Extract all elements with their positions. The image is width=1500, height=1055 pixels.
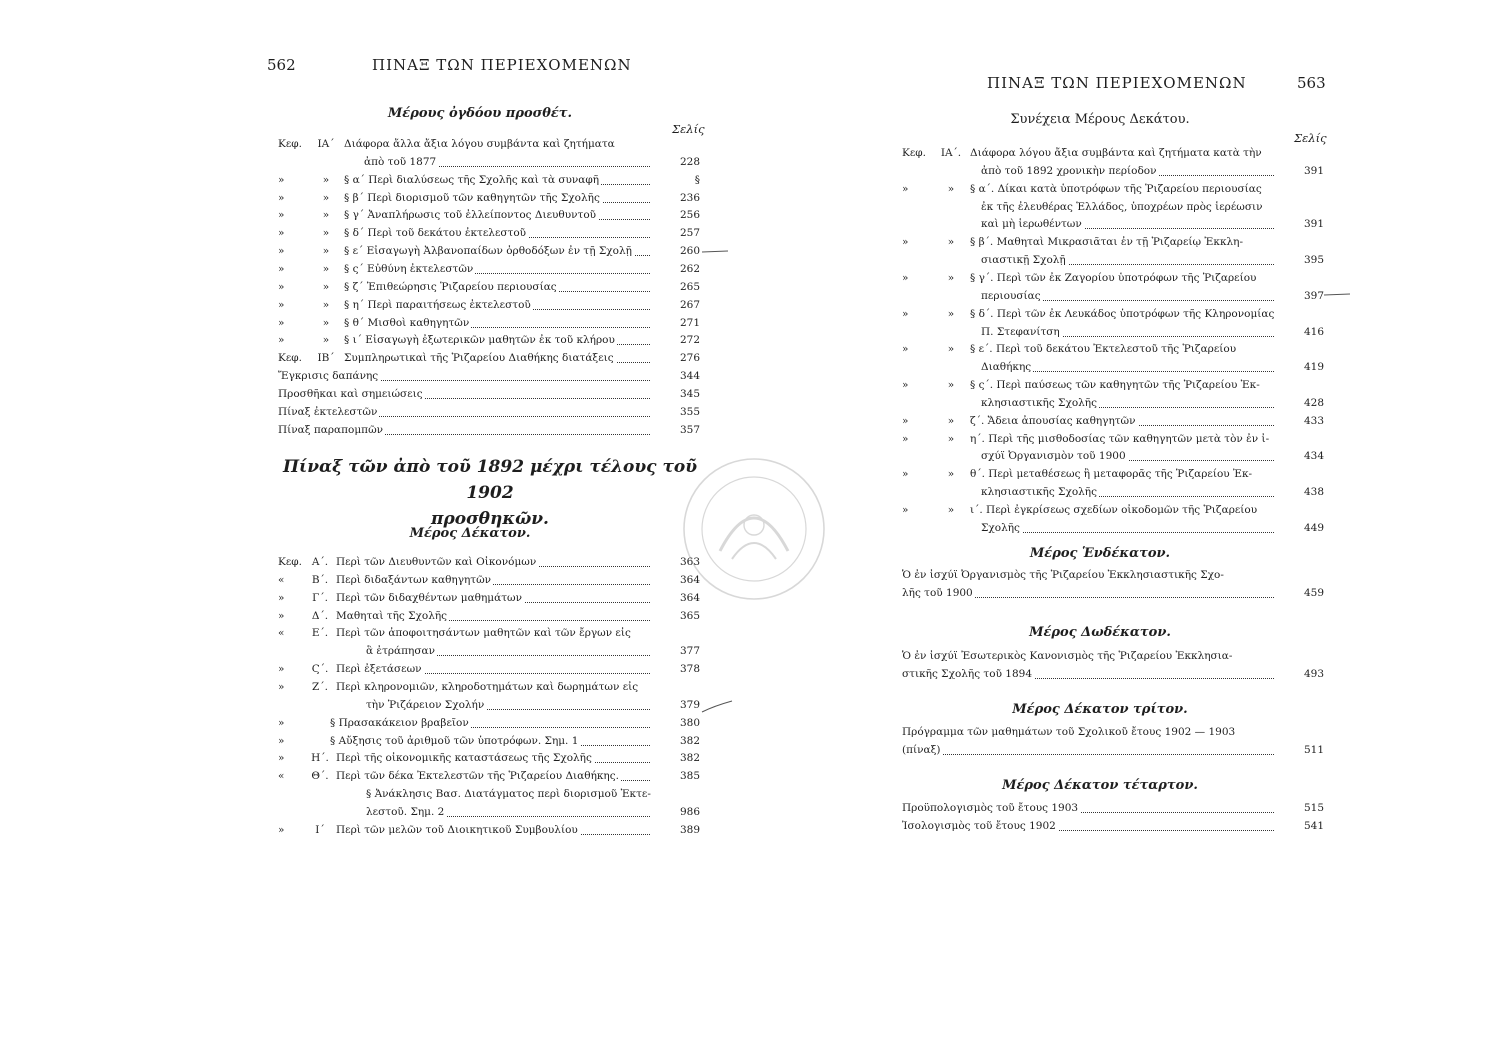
toc-entry-title: § Πρασακάκειον βραβεῖον [330,716,469,729]
toc-entry-chapter: » [322,173,330,186]
toc-entry-title: ἀπὸ τοῦ 1877 [364,155,437,168]
toc-entry-chapter: » [322,280,330,293]
toc-entry-page-number: 389 [679,823,700,836]
toc-entry [278,332,700,349]
toc-entry [902,252,1324,269]
toc-entry-title: Πίναξ ἐκτελεστῶν [278,405,378,418]
toc-entry-title: § δ΄ Περὶ τοῦ δεκάτου ἐκτελεστοῦ [344,227,527,240]
toc-entry-page-number: 419 [1303,361,1324,374]
toc-entry-chapter: » [322,191,330,204]
toc-entry-chapter: » [947,236,955,249]
toc-entry-page-number: 344 [679,370,700,383]
toc-entry-chapter: » [322,298,330,311]
toc-entry [902,484,1324,501]
right-running-head: ΠΙΝΑΞ ΤΩΝ ΠΕΡΙΕΧΟΜΕΝΩΝ [987,74,1247,92]
toc-entry-page-number: 385 [679,770,700,783]
toc-entry-label: » [278,280,285,293]
toc-entry [902,448,1324,465]
toc-entry-chapter: » [322,209,330,222]
toc-entry [278,786,700,803]
toc-entry [902,288,1324,305]
toc-entry [902,324,1324,341]
toc-entry-label: » [278,823,285,836]
right-section-title-thirteenth: Μέρος Δέκατον τρίτον. [1012,702,1188,717]
toc-entry-chapter: » [947,504,955,516]
right-continuation-title: Συνέχεια Μέρους Δεκάτου. [1010,112,1190,127]
toc-entry [278,190,700,207]
toc-entry-title: § ε΄ Εἰσαγωγὴ Ἀλβανοπαίδων ὀρθοδόξων ἐν τῇ Σχολῇ [344,245,632,258]
toc-entry-chapter: » [947,432,955,445]
toc-entry-title: Ὁ ἐν ἰσχύϊ Ὀργανισμὸς τῆς Ῥιζαρείου Ἐκκλησιαστικῆς Σχο- [902,569,1224,581]
toc-entry-page-number: 382 [679,752,700,765]
toc-entry [902,585,1324,602]
toc-entry-label: » [278,680,285,693]
left-section-title-tenth: Μέρος Δέκατον. [409,526,531,541]
toc-entry [278,404,700,421]
toc-entry-page-number: 236 [679,191,700,204]
toc-entry-chapter: Β΄. [311,573,329,586]
toc-entry-title: Ἰσολογισμὸς τοῦ ἔτους 1902 [902,819,1056,832]
toc-entry-page-number: 262 [679,262,700,275]
toc-entry [902,359,1324,376]
toc-entry-title: Περὶ τῆς οἰκονομικῆς καταστάσεως τῆς Σχολῆς [336,752,592,765]
left-section-title-eighth: Μέρους ὀγδόου προσθέτ. [387,106,573,121]
toc-entry [278,733,700,750]
toc-entry-page-number: 515 [1303,802,1324,814]
toc-entry-title: Περὶ τῶν διδαχθέντων μαθημάτων [336,591,522,604]
toc-entry-title: ἐκ τῆς ἐλευθέρας Ἑλλάδος, ὑποχρέων πρὸς ἱερέωσιν [981,200,1263,213]
toc-entry-chapter: » [322,262,330,275]
toc-entry-page-number: 379 [679,698,700,711]
toc-entry-label: » [278,734,285,747]
right-page [750,0,1500,1055]
toc-entry-label: » [902,432,909,445]
toc-entry-title: Περὶ τῶν μελῶν τοῦ Διοικητικοῦ Συμβουλίου [336,823,578,836]
toc-entry [902,341,1324,358]
toc-entry-page-number: 382 [679,734,700,747]
left-additions-title-line2: προσθηκῶν. [431,509,549,529]
toc-entry-label: » [902,271,909,284]
toc-entry-label: » [902,504,909,516]
toc-entry-title: § ε΄. Περὶ τοῦ δεκάτου Ἐκτελεστοῦ τῆς Ῥιζαρείου [970,343,1237,356]
toc-entry-title: Συμπληρωτικαὶ τῆς Ῥιζαρείου Διαθήκης διατάξεις [344,352,614,365]
toc-entry-label: » [278,245,285,258]
toc-entry [278,572,700,589]
toc-entry-title: κλησιαστικῆς Σχολῆς [981,396,1097,409]
left-page-column-header: Σελίς [672,122,705,136]
toc-entry-title: § α΄. Δίκαι κατὰ ὑποτρόφων τῆς Ῥιζαρείου περιουσίας [970,182,1262,195]
toc-entry [902,234,1324,251]
toc-entry-title: Περὶ τῶν δέκα Ἐκτελεστῶν τῆς Ῥιζαρείου Διαθήκης. [336,770,619,783]
toc-entry [278,750,700,767]
toc-entry-page-number: 433 [1303,414,1324,427]
toc-entry [902,181,1324,198]
toc-entry [902,502,1324,519]
toc-entry-title: τὴν Ῥιζάρειον Σχολήν [366,698,485,711]
toc-entry-page-number: 377 [679,645,700,658]
toc-entry-title: σχύϊ Ὀργανισμὸν τοῦ 1900 [981,450,1126,463]
pencil-mark [700,698,734,718]
toc-entry-chapter: » [322,245,330,258]
left-additions-title [280,454,700,532]
toc-entry [278,315,700,332]
right-section-title-fourteenth: Μέρος Δέκατον τέταρτον. [1002,778,1198,793]
toc-entry-label: » [902,379,909,392]
toc-entry-label: » [278,227,285,240]
toc-entry-label: » [278,334,285,347]
toc-entry-chapter: ΙΒ΄ [317,352,335,365]
toc-entry-page-number: 357 [679,423,700,436]
toc-entry-chapter: Ϛ΄. [311,663,329,676]
toc-entry-page-number: 272 [679,334,700,347]
toc-entry-title: Περὶ διδαξάντων καθηγητῶν [336,573,492,586]
toc-entry-title: § α΄ Περὶ διαλύσεως τῆς Σχολῆς καὶ τὰ συναφῆ [344,173,600,186]
right-section-title-eleventh: Μέρος Ἑνδέκατον. [1029,546,1171,561]
toc-entry-title: στικῆς Σχολῆς τοῦ 1894 [902,667,1033,680]
toc-entry-title: λεστοῦ. Σημ. 2 [366,805,445,818]
toc-entry-page-number: 365 [679,609,700,622]
toc-entry-title: § ς΄. Περὶ παύσεως τῶν καθηγητῶν τῆς Ῥιζαρείου Ἐκ- [970,379,1260,392]
toc-entry-label: » [278,609,285,622]
toc-entry-page-number: 271 [679,316,700,329]
toc-entry-page-number: 511 [1303,743,1324,756]
toc-entry-chapter: Δ΄. [311,609,329,622]
toc-entry [278,297,700,314]
toc-entry-chapter: » [322,227,330,240]
toc-entry-chapter: » [947,468,955,481]
toc-entry-page-number: 256 [679,209,700,222]
toc-entry-page-number: 345 [679,387,700,400]
toc-entry-page-number: 363 [679,556,700,568]
toc-entry-page-number: 228 [679,155,700,168]
toc-entry-label: Κεφ. [902,147,926,159]
toc-entry-title: (πίναξ) [902,743,941,756]
toc-entry [278,261,700,278]
toc-entry-label: » [902,414,909,427]
toc-entry-page-number: 257 [679,227,700,240]
toc-entry [278,154,700,171]
toc-entry [278,608,700,625]
toc-entry-label: » [902,236,909,249]
toc-entry-page-number: 265 [679,280,700,293]
toc-entry [902,648,1324,665]
toc-entry-title: Ἔγκρισις δαπάνης [278,370,379,383]
right-section-title-twelfth: Μέρος Δωδέκατον. [1029,625,1171,640]
toc-entry [278,697,700,714]
toc-entry-label: Κεφ. [278,352,302,365]
toc-entry-label: » [278,209,285,222]
toc-entry-label: » [902,182,909,195]
toc-entry-title: § η΄ Περὶ παραιτήσεως ἐκτελεστοῦ [344,298,531,311]
toc-entry-title: θ΄. Περὶ μεταθέσεως ἢ μεταφορᾶς τῆς Ῥιζαρείου Ἐκ- [970,468,1253,481]
toc-entry [902,666,1324,683]
toc-entry [278,279,700,296]
toc-entry [278,368,700,385]
toc-entry-chapter: » [322,334,330,347]
toc-entry [278,590,700,607]
toc-entry [902,377,1324,394]
toc-entry-page-number: 416 [1303,325,1324,338]
pencil-mark [700,247,730,257]
toc-entry [278,715,700,732]
toc-entry-page-number: 391 [1303,218,1324,231]
toc-entry-label: » [902,468,909,481]
toc-entry-title: § ζ΄ Ἐπιθεώρησις Ῥιζαρείου περιουσίας [344,280,557,293]
toc-entry [278,554,700,571]
toc-entry-title: Περὶ τῶν Διευθυντῶν καὶ Οἰκονόμων [336,556,537,568]
toc-entry-chapter: » [947,271,955,284]
toc-entry-title: σιαστικῇ Σχολῇ [981,254,1066,267]
toc-entry [278,136,700,153]
toc-entry-title: Μαθηταὶ τῆς Σχολῆς [336,609,448,622]
toc-entry-title: § γ΄. Περὶ τῶν ἐκ Ζαγορίου ὑποτρόφων τῆς Ῥιζαρείου [970,271,1257,284]
toc-entry-page-number: 397 [1303,289,1324,302]
toc-entry-label: » [902,343,909,356]
toc-entry-label: » [278,752,285,765]
toc-entry-title: Πρόγραμμα τῶν μαθημάτων τοῦ Σχολικοῦ ἔτους 1902 — 1903 [902,726,1236,738]
toc-entry-label: » [278,591,285,604]
toc-entry [902,306,1324,323]
toc-entry [902,163,1324,180]
toc-entry-title: Διαθήκης [981,361,1032,374]
toc-entry-title: Διάφορα ἄλλα ἄξια λόγου συμβάντα καὶ ζητήματα [344,138,615,150]
toc-entry-chapter: ΙΑ΄ [317,138,335,150]
toc-entry-title: § ς΄ Εὐθύνη ἐκτελεστῶν [344,262,474,275]
toc-entry-title: Περὶ κληρονομιῶν, κληροδοτημάτων καὶ δωρημάτων εἰς [336,680,639,693]
toc-entry-chapter: Ζ΄. [312,680,328,693]
toc-entry-chapter: » [947,343,955,356]
toc-entry-page-number: 434 [1303,450,1324,463]
toc-entry-title: Προϋπολογισμὸς τοῦ ἔτους 1903 [902,802,1079,814]
toc-entry-label: » [278,191,285,204]
toc-entry-title: λῆς τοῦ 1900 [902,586,973,599]
toc-entry [902,145,1324,162]
toc-entry-chapter: Α΄. [311,556,329,568]
toc-entry-page-number: 493 [1303,667,1324,680]
toc-entry-title: Πίναξ παραπομπῶν [278,423,384,436]
toc-entry-label: « [278,770,285,783]
toc-entry-title: § δ΄. Περὶ τῶν ἐκ Λευκάδος ὑποτρόφων τῆς Κληρονομίας [970,307,1275,320]
toc-entry-page-number: 260 [679,245,700,258]
toc-entry-chapter: Ι΄ [315,823,325,836]
toc-entry-label: » [278,316,285,329]
toc-entry-page-number: 267 [679,298,700,311]
toc-entry [902,395,1324,412]
toc-entry-page-number: 541 [1303,819,1324,832]
toc-entry-title: Περὶ ἐξετάσεων [336,663,422,676]
toc-entry-title: § β΄ Περὶ διορισμοῦ τῶν καθηγητῶν τῆς Σχολῆς [344,191,600,204]
toc-entry [278,386,700,403]
toc-entry-title: Π. Στεφανίτση [981,325,1060,338]
toc-entry-chapter: Η΄. [311,752,329,765]
toc-entry-title: Προσθῆκαι καὶ σημειώσεις [278,387,423,400]
toc-entry-title: η΄. Περὶ τῆς μισθοδοσίας τῶν καθηγητῶν μετὰ τὸν ἐν ἰ- [970,432,1270,445]
toc-entry-title: ζ΄. Ἄδεια ἀπουσίας καθηγητῶν [970,414,1136,427]
toc-entry-page-number: 449 [1303,521,1324,534]
toc-entry [278,350,700,367]
toc-entry [902,216,1324,233]
toc-entry-label: » [278,262,285,275]
toc-entry-label: » [278,298,285,311]
toc-entry [902,413,1324,430]
toc-entry-label: » [278,173,285,186]
toc-entry-title: § θ΄ Μισθοὶ καθηγητῶν [344,316,470,329]
toc-entry-title: Διάφορα λόγου ἄξια συμβάντα καὶ ζητήματα κατὰ τὴν [970,147,1262,159]
toc-entry-page-number: 364 [679,573,700,586]
toc-entry [902,567,1324,584]
toc-entry-page-number: 986 [679,805,700,818]
toc-entry-chapter: Θ΄. [311,770,329,783]
toc-entry-page-number: 438 [1303,486,1324,499]
toc-entry-page-number: § [694,173,700,186]
toc-entry [278,768,700,785]
toc-entry [278,822,700,839]
toc-entry-page-number: 428 [1303,396,1324,409]
toc-entry [278,804,700,821]
toc-entry-title: Ὁ ἐν ἰσχύϊ Ἐσωτερικὸς Κανονισμὸς τῆς Ῥιζαρείου Ἐκκλησια- [902,650,1233,662]
right-page-column-header: Σελίς [1294,131,1327,145]
toc-entry-title: περιουσίας [981,289,1041,302]
toc-entry [902,199,1324,216]
toc-entry-title: κλησιαστικῆς Σχολῆς [981,486,1097,499]
toc-entry-title: § Ἀνάκλησις Βασ. Διατάγματος περὶ διορισμοῦ Ἐκτε- [366,788,651,801]
toc-entry-chapter: » [947,182,955,195]
toc-entry-page-number: 459 [1303,586,1324,599]
toc-entry-chapter: » [322,316,330,329]
toc-entry [278,643,700,660]
left-additions-title-line1: Πίναξ τῶν ἀπὸ τοῦ 1892 μέχρι τέλους τοῦ 1902 [282,457,698,503]
toc-entry-page-number: 378 [679,663,700,676]
toc-entry-label: Κεφ. [278,556,302,568]
toc-entry-chapter: Ε΄. [311,627,329,640]
toc-entry-page-number: 380 [679,716,700,729]
toc-entry-label: « [278,573,285,586]
toc-entry-label: » [278,716,285,729]
toc-entry-title: Σχολῆς [981,521,1020,534]
toc-entry-title: § ι΄ Εἰσαγωγὴ ἐξωτερικῶν μαθητῶν ἐκ τοῦ κλήρου [344,334,615,347]
toc-entry [278,661,700,678]
toc-entry-page-number: 355 [679,405,700,418]
toc-entry-chapter: » [947,379,955,392]
toc-entry-title: ἀπὸ τοῦ 1892 χρονικὴν περίοδον [981,164,1157,177]
toc-entry-title: καὶ μὴ ἱερωθέντων [981,218,1082,231]
toc-entry-title: ἃ ἐτράπησαν [366,645,435,658]
toc-entry-chapter: » [947,307,955,320]
toc-entry [902,431,1324,448]
toc-entry-chapter: Γ΄. [312,591,328,604]
toc-entry [902,520,1324,537]
toc-entry-page-number: 395 [1303,254,1324,267]
toc-entry [902,818,1324,835]
toc-entry [902,270,1324,287]
toc-entry [278,679,700,696]
toc-entry [278,625,700,642]
toc-entry [278,207,700,224]
left-running-head: ΠΙΝΑΞ ΤΩΝ ΠΕΡΙΕΧΟΜΕΝΩΝ [372,56,632,74]
toc-entry [902,800,1324,817]
right-page-number: 563 [1297,74,1326,92]
toc-entry-label: » [278,663,285,676]
toc-entry-page-number: 276 [679,352,700,365]
toc-entry [278,172,700,189]
toc-entry-title: ι΄. Περὶ ἐγκρίσεως σχεδίων οἰκοδομῶν τῆς Ῥιζαρείου [970,504,1258,516]
toc-entry [902,724,1324,741]
toc-entry-chapter: » [947,414,955,427]
toc-entry-page-number: 364 [679,591,700,604]
toc-entry-page-number: 391 [1303,164,1324,177]
toc-entry-label: « [278,627,285,640]
toc-entry [278,225,700,242]
toc-entry-label: Κεφ. [278,138,302,150]
toc-entry-label: » [902,307,909,320]
toc-entry-title: § Αὔξησις τοῦ ἀριθμοῦ τῶν ὑποτρόφων. Σημ. 1 [330,734,579,747]
toc-entry-chapter: ΙΑ΄. [940,147,962,159]
toc-entry [902,742,1324,759]
toc-entry-title: Περὶ τῶν ἀποφοιτησάντων μαθητῶν καὶ τῶν ἔργων εἰς [336,627,631,640]
toc-entry [278,243,700,260]
toc-entry [278,422,700,439]
toc-entry [902,466,1324,483]
toc-entry-title: § β΄. Μαθηταὶ Μικρασιᾶται ἐν τῇ Ῥιζαρείῳ Ἐκκλη- [970,236,1244,249]
toc-entry-title: § γ΄ Ἀναπλήρωσις τοῦ ἐλλείποντος Διευθυντοῦ [344,209,597,222]
left-page-number: 562 [267,56,296,74]
